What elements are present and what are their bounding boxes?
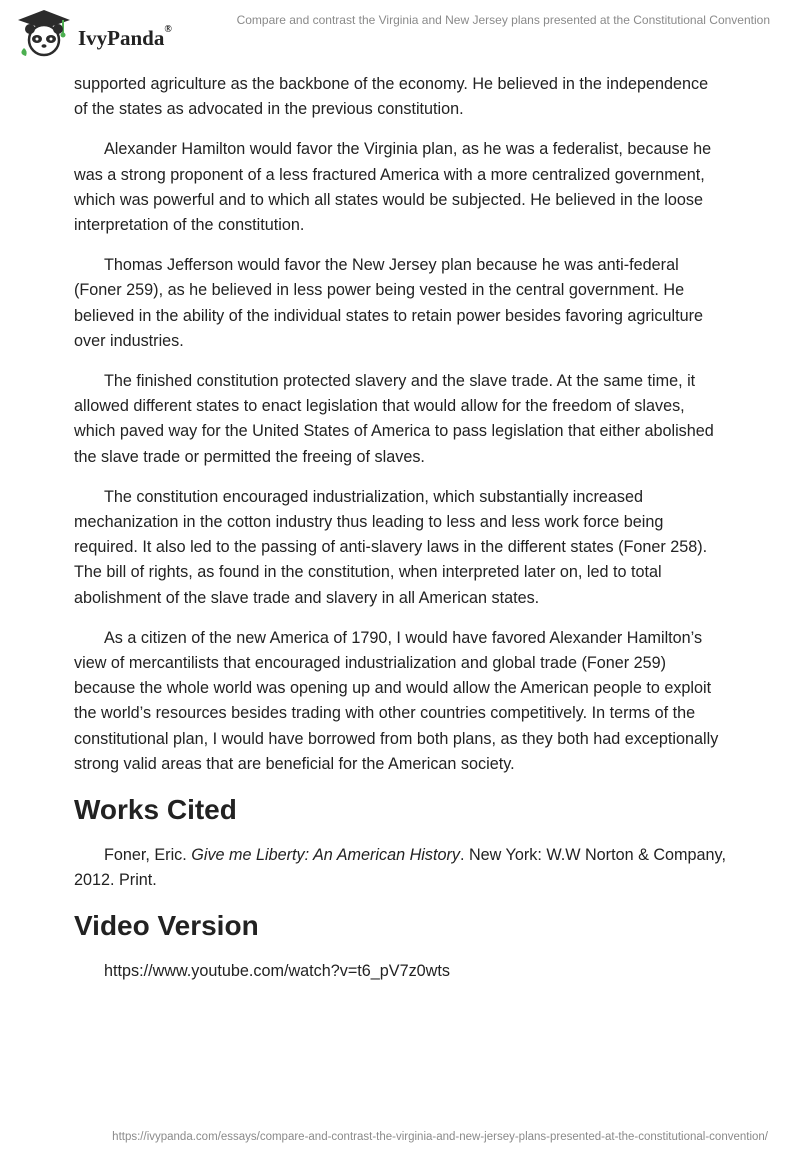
footer-url[interactable]: https://ivypanda.com/essays/compare-and-contrast-the-virginia-and-new-jersey-plans-presented-at-the-constitutional-convention/ xyxy=(112,1131,768,1143)
paragraph-jefferson: Thomas Jefferson would favor the New Jersey plan because he was anti-federal (Foner 259), as he believed in less power being vested in the central government. He believed in the ability of the individual states to retain power besides favoring agriculture over industries. xyxy=(74,256,703,350)
paragraph-continued: supported agriculture as the backbone of the economy. He believed in the independence of the states as advocated in the previous constitution. xyxy=(74,75,709,119)
registered-mark: ® xyxy=(164,24,172,35)
video-link[interactable]: https://www.youtube.com/watch?v=t6_pV7z0wts xyxy=(104,962,450,981)
page-header xyxy=(0,0,800,64)
panda-graduate-icon xyxy=(16,8,72,58)
essay-body xyxy=(74,72,726,1000)
works-cited-heading: Works Cited xyxy=(74,794,237,826)
paragraph-conclusion: As a citizen of the new America of 1790, I would have favored Alexander Hamilton’s view of mercantilists that encouraged industrialization and global trade (Foner 259) because the whole world was opening up and would allow the American people to exploit the world’s resources besides trading with other countries competitively. In terms of the constitutional plan, I would have borrowed from both plans, as they both had exceptionally strong valid areas that are beneficial for the American society. xyxy=(74,628,719,773)
brand-name: IvyPanda® xyxy=(78,24,172,50)
citation-author: Foner, Eric. xyxy=(104,846,192,865)
citation-publisher: . New York: W.W Norton & Company, 2012. Print. xyxy=(74,846,726,890)
citation-entry xyxy=(74,843,726,893)
ivypanda-logo[interactable] xyxy=(16,8,226,58)
document-title: Compare and contrast the Virginia and New Jersey plans presented at the Constitutional Convention xyxy=(236,13,770,27)
citation-title: Give me Liberty: An American History xyxy=(191,846,460,865)
paragraph-slavery: The finished constitution protected slavery and the slave trade. At the same time, it allowed different states to enact legislation that would allow for the freedom of slaves, which paved way for the United States of America to pass legislation that either abolished the slave trade or permitted the freeing of slaves. xyxy=(74,372,714,466)
video-version-heading: Video Version xyxy=(74,910,259,942)
paragraph-hamilton: Alexander Hamilton would favor the Virginia plan, as he was a federalist, because he was a strong proponent of a less fractured America with a more centralized government, which was powerful and to which all states would be subjected. He believed in the loose interpretation of the constitution. xyxy=(74,140,712,235)
paragraph-industrialization: The constitution encouraged industrialization, which substantially increased mechanization in the cotton industry thus leading to less and less work force being required. It also led to the passing of anti-slavery laws in the different states (Foner 258). The bill of rights, as found in the constitution, when interpreted later on, led to total abolishment of the slave trade and slavery in all American states. xyxy=(74,487,708,607)
